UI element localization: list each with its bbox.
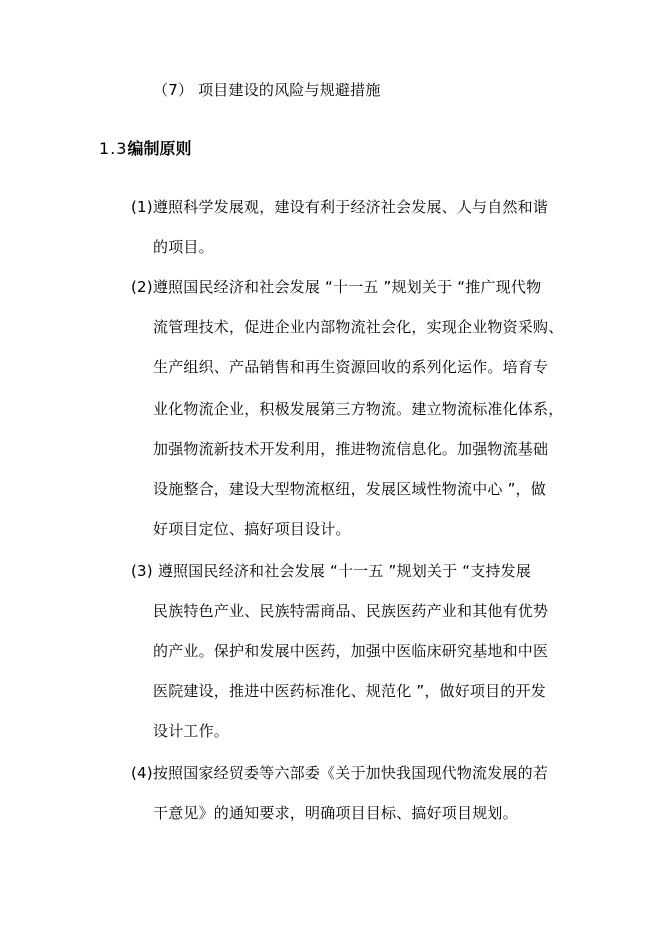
principle-line: 生产组织、产品销售和再生资源回收的系列化运作。培育专	[153, 358, 549, 376]
principle-line: 医院建设，推进中医药标准化、规范化 ”，做好项目的开发	[153, 682, 546, 700]
principle-line: (2)遵照国民经济和社会发展 “十一五 ”规划关于 “推广现代物	[131, 278, 542, 296]
principle-line: 的产业。保护和发展中医药，加强中医临床研究基地和中医	[153, 642, 549, 660]
principle-line: 的项目。	[153, 238, 214, 256]
principle-line: 好项目定位、搞好项目设计。	[153, 520, 351, 538]
principle-line: (3) 遵照国民经济和社会发展 “十一五 ”规划关于 “支持发展	[131, 562, 532, 580]
principle-line: 加强物流新技术开发利用，推进物流信息化。加强物流基础	[153, 440, 549, 458]
principle-line: 设计工作。	[153, 722, 230, 740]
principle-line: (1)遵照科学发展观，建设有利于经济社会发展、人与自然和谐	[131, 198, 549, 216]
section-heading	[99, 138, 191, 160]
intro-list-item: （7） 项目建设的风险与规避措施	[153, 81, 381, 99]
principle-line: (4)按照国家经贸委等六部委《关于加快我国现代物流发展的若	[131, 764, 549, 782]
principle-line: 流管理技术，促进企业内部物流社会化，实现企业物资采购、	[153, 318, 564, 336]
principle-line: 设施整合，建设大型物流枢纽，发展区域性物流中心 ”，做	[153, 480, 546, 498]
section-title: 编制原则	[127, 139, 192, 158]
section-number: 1.3	[99, 139, 128, 158]
principle-line: 民族特色产业、民族特需商品、民族医药产业和其他有优势	[153, 602, 549, 620]
principle-line: 业化物流企业，积极发展第三方物流。建立物流标准化体系，	[153, 400, 564, 418]
principle-line: 干意见》的通知要求，明确项目目标、搞好项目规划。	[153, 804, 518, 822]
